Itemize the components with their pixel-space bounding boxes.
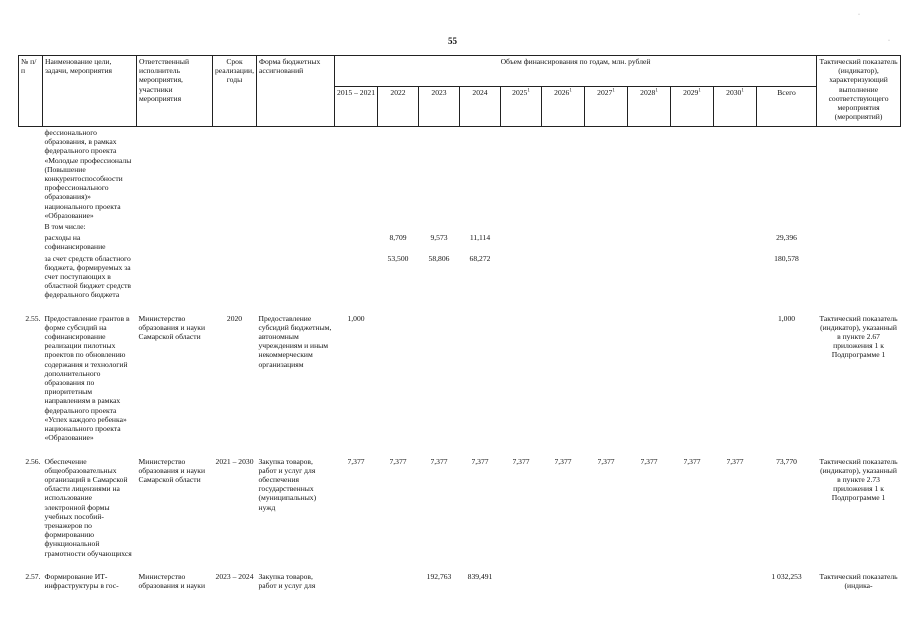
scan-mark: · — [888, 38, 890, 44]
row-value — [757, 127, 817, 222]
header-indicator: Тактический показатель (индикатор), характеризующий выполнение соответствующего мероприятия (мероприятий) — [817, 56, 901, 127]
row-form — [257, 221, 335, 232]
row-number: 2.57. — [25, 571, 41, 581]
header-executor: Ответственный исполнитель мероприятия, участники мероприятия — [137, 56, 213, 127]
row-value: 7,377 — [554, 456, 572, 466]
table-row — [19, 253, 901, 301]
row-value — [585, 253, 628, 301]
row-value: 192,763 — [426, 571, 452, 581]
row-value — [671, 232, 714, 252]
row-form: Предоставление субсидий бюджетным, автономным учреждениям и иным некоммерческим организациям — [258, 313, 332, 369]
row-value — [714, 127, 757, 222]
header-year-footnote: 1 — [741, 88, 744, 94]
row-value — [671, 253, 714, 301]
row-value — [335, 571, 378, 591]
row-indicator — [817, 232, 901, 252]
row-number — [19, 221, 43, 232]
row-value — [714, 221, 757, 232]
row-value: 180,578 — [774, 253, 799, 263]
row-value — [628, 253, 671, 301]
row-value — [378, 221, 419, 232]
row-value: 7,377 — [597, 456, 615, 466]
header-year — [585, 87, 628, 127]
row-value — [501, 232, 542, 252]
row-term — [213, 127, 257, 222]
row-value — [335, 232, 378, 252]
row-value — [628, 127, 671, 222]
row-value: 11,114 — [469, 233, 491, 243]
table-body — [19, 127, 901, 592]
table-row — [19, 456, 901, 559]
header-year-label: 2025 — [512, 88, 528, 97]
header-term: Срок реализации, годы — [213, 56, 257, 127]
header-year-label: 2030 — [726, 88, 742, 97]
header-year-footnote: 1 — [527, 88, 530, 94]
table-row — [19, 571, 901, 591]
row-name: Формирование ИТ-инфраструктуры в гос- — [44, 571, 119, 590]
row-name: В том числе: — [44, 222, 86, 232]
row-value — [542, 253, 585, 301]
header-year-label: 2024 — [472, 88, 488, 97]
row-value — [671, 313, 714, 444]
header-year — [714, 87, 757, 127]
table-row — [19, 127, 901, 222]
header-year — [419, 87, 460, 127]
row-name: фессионального образования, в рамках федерального проекта «Молодые профессионалы (Повышение конкурентоспособности профессионального образования)» национального проекта «Образование» — [44, 128, 132, 220]
row-value — [628, 313, 671, 444]
header-year-footnote: 1 — [698, 88, 701, 94]
row-spacer-cell — [19, 301, 901, 313]
row-number — [19, 253, 43, 301]
header-year — [378, 87, 419, 127]
header-year-label: 2027 — [597, 88, 613, 97]
row-number: 2.55. — [25, 313, 41, 323]
funding-table — [18, 55, 901, 591]
row-value — [585, 313, 628, 444]
row-indicator: Тактический показатель (индикатор), указанный в пункте 2.73 приложения 1 к Подпрограмме 1 — [819, 456, 898, 503]
row-spacer-cell — [19, 444, 901, 456]
header-form: Форма бюджетных ассигнований — [257, 56, 335, 127]
header-funding: Объем финансирования по годам, млн. рублей — [335, 56, 817, 87]
row-form — [257, 253, 335, 301]
row-value: 1,000 — [347, 313, 365, 323]
row-value: 7,377 — [347, 456, 365, 466]
header-year-label: 2026 — [554, 88, 570, 97]
row-executor — [137, 253, 213, 301]
row-value — [542, 232, 585, 252]
header-row-top — [19, 56, 901, 87]
header-year-label: 2022 — [390, 88, 406, 97]
page-number: 55 — [448, 36, 457, 46]
row-term — [213, 253, 257, 301]
row-name: Предоставление грантов в форме субсидий на софинансирование реализации пилотных проектов по обновлению содержания и технологий дополнительного образования по приоритетным направлениям в рамках федерального проекта «Успех каждого ребенка» национального проекта «Образование» — [44, 313, 130, 443]
table-row — [19, 313, 901, 444]
row-value — [542, 571, 585, 591]
row-value — [628, 571, 671, 591]
row-value: 7,377 — [683, 456, 701, 466]
row-value: 58,806 — [428, 253, 450, 263]
row-value: 53,500 — [387, 253, 409, 263]
row-value — [378, 127, 419, 222]
row-spacer — [19, 559, 901, 571]
row-form — [257, 232, 335, 252]
header-year — [501, 87, 542, 127]
header-num: № п/п — [19, 56, 43, 127]
row-value — [378, 571, 419, 591]
row-value: 29,396 — [776, 233, 797, 243]
row-value — [501, 221, 542, 232]
row-name: расходы на софинансирование — [44, 233, 106, 252]
row-value — [714, 232, 757, 252]
row-term: 2021 – 2030 — [215, 456, 254, 466]
row-value — [714, 571, 757, 591]
row-value — [671, 127, 714, 222]
row-value — [542, 221, 585, 232]
row-value — [460, 313, 501, 444]
header-year — [542, 87, 585, 127]
table-row — [19, 232, 901, 252]
row-indicator: Тактический показатель (индика- — [819, 571, 898, 590]
row-value — [671, 221, 714, 232]
row-form: Закупка товаров, работ и услуг для обеспечения государственных (муниципальных) нужд — [258, 456, 317, 512]
row-number: 2.56. — [25, 456, 41, 466]
row-value — [501, 571, 542, 591]
row-value — [335, 253, 378, 301]
header-year — [757, 87, 817, 127]
header-year — [628, 87, 671, 127]
row-value — [585, 127, 628, 222]
row-value: 7,377 — [512, 456, 530, 466]
row-executor — [137, 127, 213, 222]
row-indicator: Тактический показатель (индикатор), указанный в пункте 2.67 приложения 1 к Подпрограмме 1 — [819, 313, 898, 360]
row-value — [335, 221, 378, 232]
row-value: 7,377 — [430, 456, 448, 466]
row-spacer — [19, 301, 901, 313]
row-indicator — [817, 221, 901, 232]
row-name: за счет средств областного бюджета, формируемых за счет поступающих в областной бюджет средств федерального бюджета — [44, 253, 131, 300]
header-year-label: 2015 – 2021 — [337, 88, 375, 97]
row-number — [19, 232, 43, 252]
header-year — [335, 87, 378, 127]
row-value — [460, 221, 501, 232]
row-form: Закупка товаров, работ и услуг для — [258, 571, 316, 590]
row-value — [585, 232, 628, 252]
row-form — [257, 127, 335, 222]
row-value — [542, 127, 585, 222]
row-term — [213, 232, 257, 252]
row-term: 2023 – 2024 — [215, 571, 254, 581]
row-value: 839,491 — [467, 571, 493, 581]
header-year-label: 2028 — [640, 88, 656, 97]
row-value — [757, 221, 817, 232]
row-value: 68,272 — [469, 253, 491, 263]
row-number — [19, 127, 43, 222]
header-year-footnote: 1 — [655, 88, 658, 94]
row-value — [628, 221, 671, 232]
row-value — [585, 571, 628, 591]
row-value — [714, 253, 757, 301]
row-spacer — [19, 444, 901, 456]
scan-mark: · — [858, 12, 860, 18]
row-executor — [137, 221, 213, 232]
row-value — [460, 127, 501, 222]
header-year-label: Всего — [777, 88, 796, 97]
row-indicator — [817, 253, 901, 301]
row-value: 7,377 — [471, 456, 489, 466]
header-year-label: 2029 — [683, 88, 699, 97]
row-value: 1 032,253 — [771, 571, 802, 581]
header-year — [671, 87, 714, 127]
row-executor — [137, 232, 213, 252]
header-year-footnote: 1 — [612, 88, 615, 94]
header-year-label: 2023 — [431, 88, 447, 97]
header-year — [460, 87, 501, 127]
row-value — [501, 253, 542, 301]
row-indicator — [817, 127, 901, 222]
row-value: 1,000 — [777, 313, 796, 323]
row-value: 7,377 — [389, 456, 407, 466]
row-name: Обеспечение общеобразовательных организаций в Самарской области лицензиями на использование электронной формы учебных пособий-тренажеров по формированию функциональной грамотности обучающихся — [44, 456, 132, 558]
row-term — [213, 221, 257, 232]
row-value — [419, 313, 460, 444]
row-value: 7,377 — [726, 456, 744, 466]
header-year-footnote: 1 — [569, 88, 572, 94]
row-value — [714, 313, 757, 444]
row-value — [378, 313, 419, 444]
row-value: 8,709 — [389, 233, 407, 243]
row-spacer-cell — [19, 559, 901, 571]
header-name: Наименование цели, задачи, мероприятия — [43, 56, 137, 127]
row-term: 2020 — [226, 313, 243, 323]
row-value — [501, 127, 542, 222]
row-value — [419, 127, 460, 222]
row-value: 73,770 — [776, 456, 797, 466]
row-value: 9,573 — [430, 233, 448, 243]
row-executor: Министерство образования и науки Самарской области — [138, 313, 206, 342]
row-value: 7,377 — [640, 456, 658, 466]
row-value — [628, 232, 671, 252]
row-executor: Министерство образования и науки — [138, 571, 206, 590]
row-value — [585, 221, 628, 232]
row-value — [542, 313, 585, 444]
row-value — [501, 313, 542, 444]
row-value — [419, 221, 460, 232]
row-value — [671, 571, 714, 591]
table-row — [19, 221, 901, 232]
row-executor: Министерство образования и науки Самарской области — [138, 456, 206, 484]
row-value — [335, 127, 378, 222]
